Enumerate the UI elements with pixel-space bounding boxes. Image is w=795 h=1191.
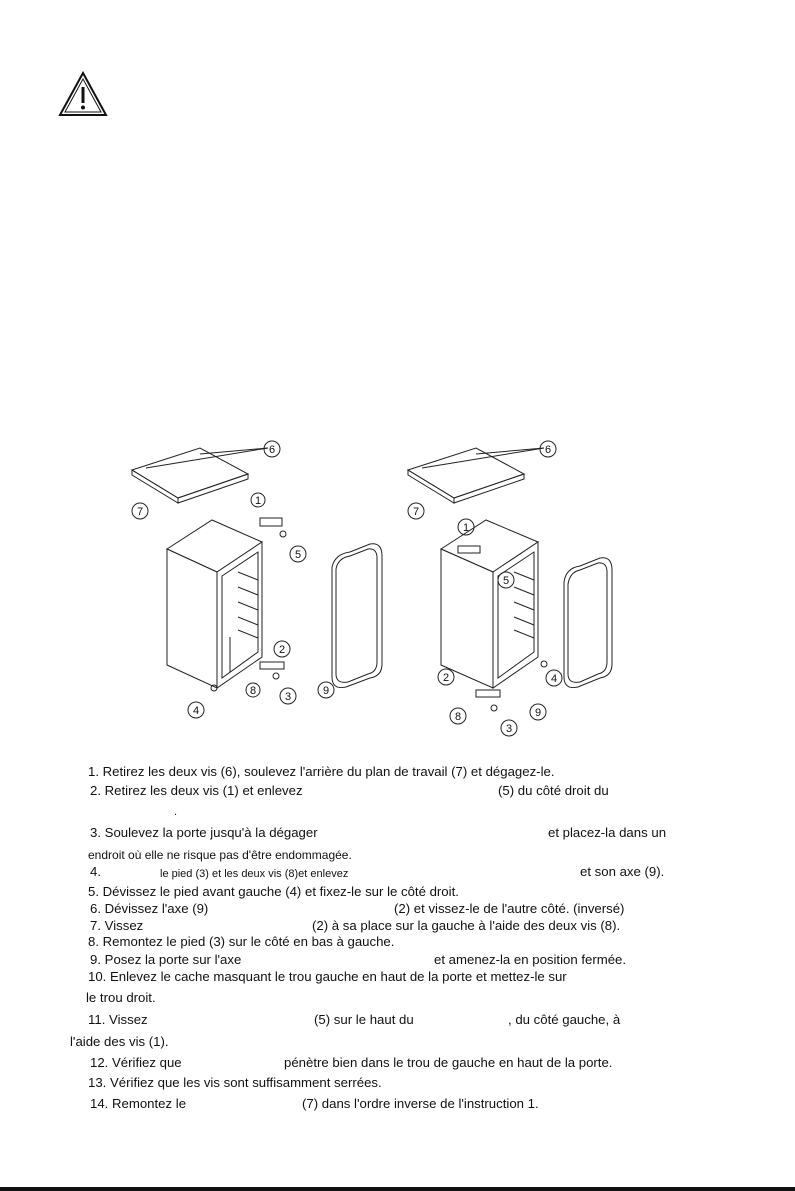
instruction-9-start: 9. Posez la porte sur l'axe: [90, 952, 242, 967]
instruction-4-end: et son axe (9).: [580, 864, 665, 879]
callout-4: 4: [192, 705, 200, 717]
instruction-12-end: pénètre bien dans le trou de gauche en haut de la porte.: [284, 1055, 613, 1070]
callout-4: 4: [550, 673, 558, 685]
instruction-13: 13. Vérifiez que les vis sont suffisamment serrées.: [88, 1075, 382, 1090]
instruction-12-start: 12. Vérifiez que: [90, 1055, 182, 1070]
callout-2: 2: [442, 672, 450, 684]
instruction-5: 5. Dévissez le pied avant gauche (4) et fixez-le sur le côté droit.: [88, 884, 459, 899]
instruction-7-end: (2) à sa place sur la gauche à l'aide des deux vis (8).: [312, 918, 621, 933]
callout-8: 8: [454, 711, 462, 723]
callout-2: 2: [278, 644, 286, 656]
callout-8: 8: [249, 685, 257, 697]
warning-triangle-icon: [58, 71, 108, 117]
diagram-right: [408, 441, 612, 736]
instruction-11-mid: (5) sur le haut du: [314, 1012, 414, 1027]
diagram-left: [132, 441, 382, 718]
callout-1: 1: [254, 495, 262, 507]
callout-5: 5: [502, 575, 510, 587]
instruction-8: 8. Remontez le pied (3) sur le côté en bas à gauche.: [88, 934, 395, 949]
callout-7: 7: [136, 506, 144, 518]
callout-5: 5: [294, 549, 302, 561]
instruction-10-cont: le trou droit.: [86, 990, 156, 1005]
callout-6: 6: [268, 444, 276, 456]
instruction-10: 10. Enlevez le cache masquant le trou gauche en haut de la porte et mettez-le sur: [88, 969, 567, 984]
instruction-1: 1. Retirez les deux vis (6), soulevez l'arrière du plan de travail (7) et dégagez-le.: [88, 764, 555, 779]
instruction-3-cont: endroit où elle ne risque pas d'être endommagée.: [88, 848, 352, 862]
instruction-4-mid: le pied (3) et les deux vis (8)et enlevez: [160, 868, 349, 880]
instruction-4-num: 4.: [90, 864, 101, 879]
callout-3: 3: [505, 723, 513, 735]
instruction-14-start: 14. Remontez le: [90, 1096, 187, 1111]
callout-9: 9: [534, 707, 542, 719]
callout-1: 1: [462, 522, 470, 534]
instruction-11-end: , du côté gauche, à: [508, 1012, 621, 1027]
instruction-11-start: 11. Vissez: [88, 1012, 148, 1027]
instruction-9-end: et amenez-la en position fermée.: [434, 952, 627, 967]
instruction-2-start: 2. Retirez les deux vis (1) et enlevez: [90, 783, 303, 798]
instruction-14-end: (7) dans l'ordre inverse de l'instruction 1.: [302, 1096, 539, 1111]
callout-3: 3: [284, 691, 292, 703]
instruction-7-start: 7. Vissez: [90, 918, 144, 933]
page-bottom-rule: [0, 1187, 795, 1191]
instruction-2-cont: .: [174, 806, 178, 818]
instruction-6-start: 6. Dévissez l'axe (9): [90, 901, 209, 916]
instruction-11-cont: l'aide des vis (1).: [70, 1034, 169, 1049]
callout-9: 9: [322, 685, 330, 697]
callout-7: 7: [412, 506, 420, 518]
callout-6: 6: [544, 444, 552, 456]
instruction-3-start: 3. Soulevez la porte jusqu'à la dégager: [90, 825, 318, 840]
instruction-3-end: et placez-la dans un: [548, 825, 667, 840]
door-reversal-diagram: [120, 432, 720, 742]
instruction-6-end: (2) et vissez-le de l'autre côté. (inversé): [394, 901, 625, 916]
instruction-2-end: (5) du côté droit du: [498, 783, 609, 798]
